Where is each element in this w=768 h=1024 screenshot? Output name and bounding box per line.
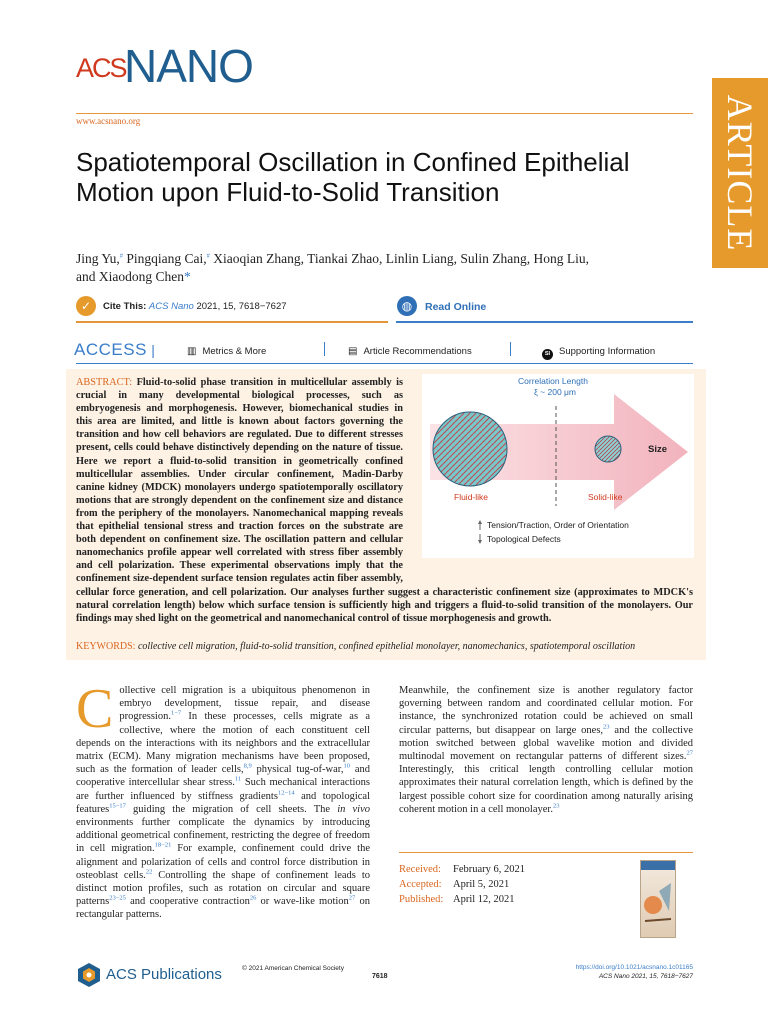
page-number: 7618 — [372, 973, 388, 980]
equal-contrib-mark: # — [119, 252, 124, 260]
cite-this-text — [103, 301, 287, 312]
toc-graphic — [422, 374, 694, 558]
author-list — [76, 250, 676, 286]
cite-ref: 2021, 15, 7618−7627 — [196, 301, 287, 312]
author-name[interactable]: Jing Yu, — [76, 251, 120, 266]
solid-like-monolayer — [595, 436, 621, 462]
dropcap: C — [76, 678, 114, 740]
author-names: and Xiaodong Chen — [76, 269, 184, 284]
solid-like-label: Solid-like — [588, 492, 623, 502]
journal-url-link[interactable]: www.acsnano.org — [76, 116, 141, 126]
cover-art — [641, 861, 675, 937]
si-icon: SI — [542, 349, 553, 360]
citation-link[interactable]: 23−25 — [109, 894, 126, 902]
divider — [510, 342, 511, 356]
supporting-info-link[interactable]: SI Supporting Information — [542, 346, 655, 360]
paper-title: Spatiotemporal Oscillation in Confined Epithelial Motion upon Fluid-to-Solid Transition — [76, 147, 630, 207]
globe-icon: ◍ — [397, 296, 417, 316]
journal-reference: ACS Nano 2021, 15, 7618−7627 — [598, 973, 693, 980]
bar-chart-icon: ▥ — [187, 346, 197, 357]
check-icon: ✓ — [76, 296, 96, 316]
citation-link[interactable]: 27 — [686, 749, 693, 757]
citation-link[interactable]: 27 — [348, 894, 356, 902]
article-type-tab — [712, 78, 768, 268]
accepted-label: Accepted: — [399, 879, 442, 890]
body-column-left: Collective cell migration is a ubiquitous phenomenon in embryo development, tissue repair, and disease progression.$^{1-7}$ In these processes, cells migrate as a collective, where the motion of each constituent cell depends on the interactions with its neighbors and the extracellular matrix (ECM). Many migration mechanisms have been proposed, such as the formation of leader cells,$^{8,9}$ physical tug-of-war,$^{10}$ and cooperative intercellular shear stress.$^{11}$ Such mechanical interactions are further influenced by stiffness gradients$^{12-14}$ and topological features$^{15-17}$ guiding the migration of cell sheets. The in vivo environments further complicate the dynamics by introducing additional geometrical confinement, restricting the degree of freedom in cell migration.$^{18-21}$ For example, confinement could drive the alignment and polarization of cells and control force distribution in osteoblast cells.$^{22}$ Controlling the shape of confinement leads to distinct motion profiles, such as rotation on circular and square patterns$^{23-25}$ and cooperative contraction$^{26}$ or wave-like motion$^{27}$ on rectangular patterns. — [76, 678, 371, 921]
fluid-like-label: Fluid-like — [454, 492, 489, 502]
abstract-label: ABSTRACT: — [76, 377, 133, 388]
keywords-label: KEYWORDS: — [76, 641, 136, 652]
citation-link[interactable]: 10 — [343, 762, 350, 770]
abstract-text: Fluid-to-solid phase transition in multicellular assembly is crucial in many developmental biological processes, such as embryogenesis and morphogenesis. However, biomechanical studies in this area are limited, and little is known about factors governing the transition and how cell behaviors are regulated. Due to different stresses present, cells could behave distinctively depending on the nature of tissue. Here we report a fluid-to-solid transition in geometrically confined multicellular assemblies. Under circular confinement, Madin-Darby canine kidney (MDCK) monolayers undergo spatiotemporally oscillatory motions that are strongly dependent on the confinement size and distance from the periphery of the monolayers. Nanomechanical mapping reveals that epithelial tensional stress and traction forces on the substrate are both dependent on confinement size. The oscillation pattern and cellular nanomechanics profile appear well correlated with stress fiber assembly and cell polarization. These experimental observations imply that the confinement size-dependent surface tension regulates actin fiber assembly, cellular force generation, and cell polarization. Our analyses further suggest a characteristic confinement size (approximates to MDCK's natural correlation length) below which surface tension is sufficiently high and triggers a fluid-to-solid transition of the monolayers. Our findings may shed light on the geometrical and nanomechanical control of tissue morphogenesis and growth. — [76, 377, 693, 624]
body-column-right: Meanwhile, the confinement size is another regulatory factor governing between random and coordinated cellular motion. For instance, the synchronized rotation could be achieved on small circular patterns, but disappear on large ones,$^{23}$ and the collective motion switched between global wavelike motion and divided multinodal movement on rectangular patterns of different sizes.$^{27}$ Interestingly, this critical length controlling cellular motion approximates their natural correlation length, which is defined by the largest possible cohort size for coordination among naturally arising coherent motion in a cell monolayer.$^{23}$ — [399, 685, 693, 815]
citation-link[interactable]: 26 — [249, 894, 257, 902]
document-icon: ▤ — [348, 346, 358, 357]
published-date: April 12, 2021 — [453, 894, 515, 905]
citation-link[interactable]: 8,9 — [243, 762, 252, 770]
citation-link[interactable]: 1−7 — [170, 709, 182, 717]
cite-label: Cite This: — [103, 301, 147, 312]
citation-link[interactable]: 15−17 — [109, 802, 126, 810]
journal-cover-thumbnail[interactable] — [640, 860, 676, 938]
citation-link[interactable]: 12−14 — [277, 789, 295, 797]
toc-graphic-svg — [422, 374, 694, 558]
received-date: February 6, 2021 — [453, 864, 526, 875]
citation-link[interactable]: 23 — [603, 723, 610, 731]
citation-link[interactable]: 22 — [145, 868, 153, 876]
keywords — [76, 641, 693, 652]
copyright: © 2021 American Chemical Society — [242, 965, 344, 972]
acs-hexagon-icon — [76, 962, 102, 988]
acs-publications-logo — [76, 962, 102, 990]
article-tab-label: ARTICLE — [720, 94, 760, 252]
dates-rule — [399, 852, 693, 853]
logo-nano: NANO — [124, 40, 253, 92]
publication-dates — [399, 862, 525, 907]
down-arrow-head — [478, 540, 482, 544]
size-label: Size — [648, 444, 668, 455]
citation-link[interactable]: 18−21 — [154, 841, 172, 849]
correlation-length-title: Correlation Length — [518, 376, 588, 386]
published-label: Published: — [399, 894, 444, 905]
up-arrow-head — [478, 520, 482, 524]
publisher-name: ACS Publications — [106, 966, 222, 983]
corresponding-author-mark[interactable]: * — [183, 269, 191, 284]
access-label: ACCESS | — [74, 340, 156, 359]
header-rule — [76, 113, 693, 114]
received-label: Received: — [399, 864, 441, 875]
author-name[interactable]: Pingqiang Cai, — [123, 251, 207, 266]
read-online-button[interactable]: Read Online — [425, 301, 487, 313]
logo-acs: ACS — [76, 53, 126, 83]
metrics-link[interactable]: ▥ Metrics & More — [187, 346, 267, 357]
fluid-like-monolayer — [433, 412, 507, 486]
correlation-length-value: ξ ~ 200 μm — [534, 387, 577, 397]
recommendations-link[interactable]: ▤ Article Recommendations — [348, 346, 472, 357]
author-names: Xiaoqian Zhang, Tiankai Zhao, Linlin Liang, Sulin Zhang, Hong Liu, — [209, 251, 589, 266]
citation-link[interactable]: 11 — [234, 775, 242, 783]
legend-tension: Tension/Traction, Order of Orientation — [487, 520, 629, 530]
equal-contrib-mark: # — [206, 252, 210, 260]
accepted-date: April 5, 2021 — [453, 879, 510, 890]
cite-journal[interactable]: ACS Nano — [148, 301, 194, 312]
keywords-text: collective cell migration, fluid-to-solid transition, confined epithelial monolayer, nanomechanics, spatiotemporal oscillation — [137, 641, 636, 652]
access-rule — [76, 363, 693, 364]
legend-defects: Topological Defects — [487, 534, 561, 544]
citation-link[interactable]: 23 — [552, 802, 560, 810]
doi-link[interactable]: https://doi.org/10.1021/acsnano.1c01165 — [575, 964, 693, 971]
divider — [324, 342, 325, 356]
